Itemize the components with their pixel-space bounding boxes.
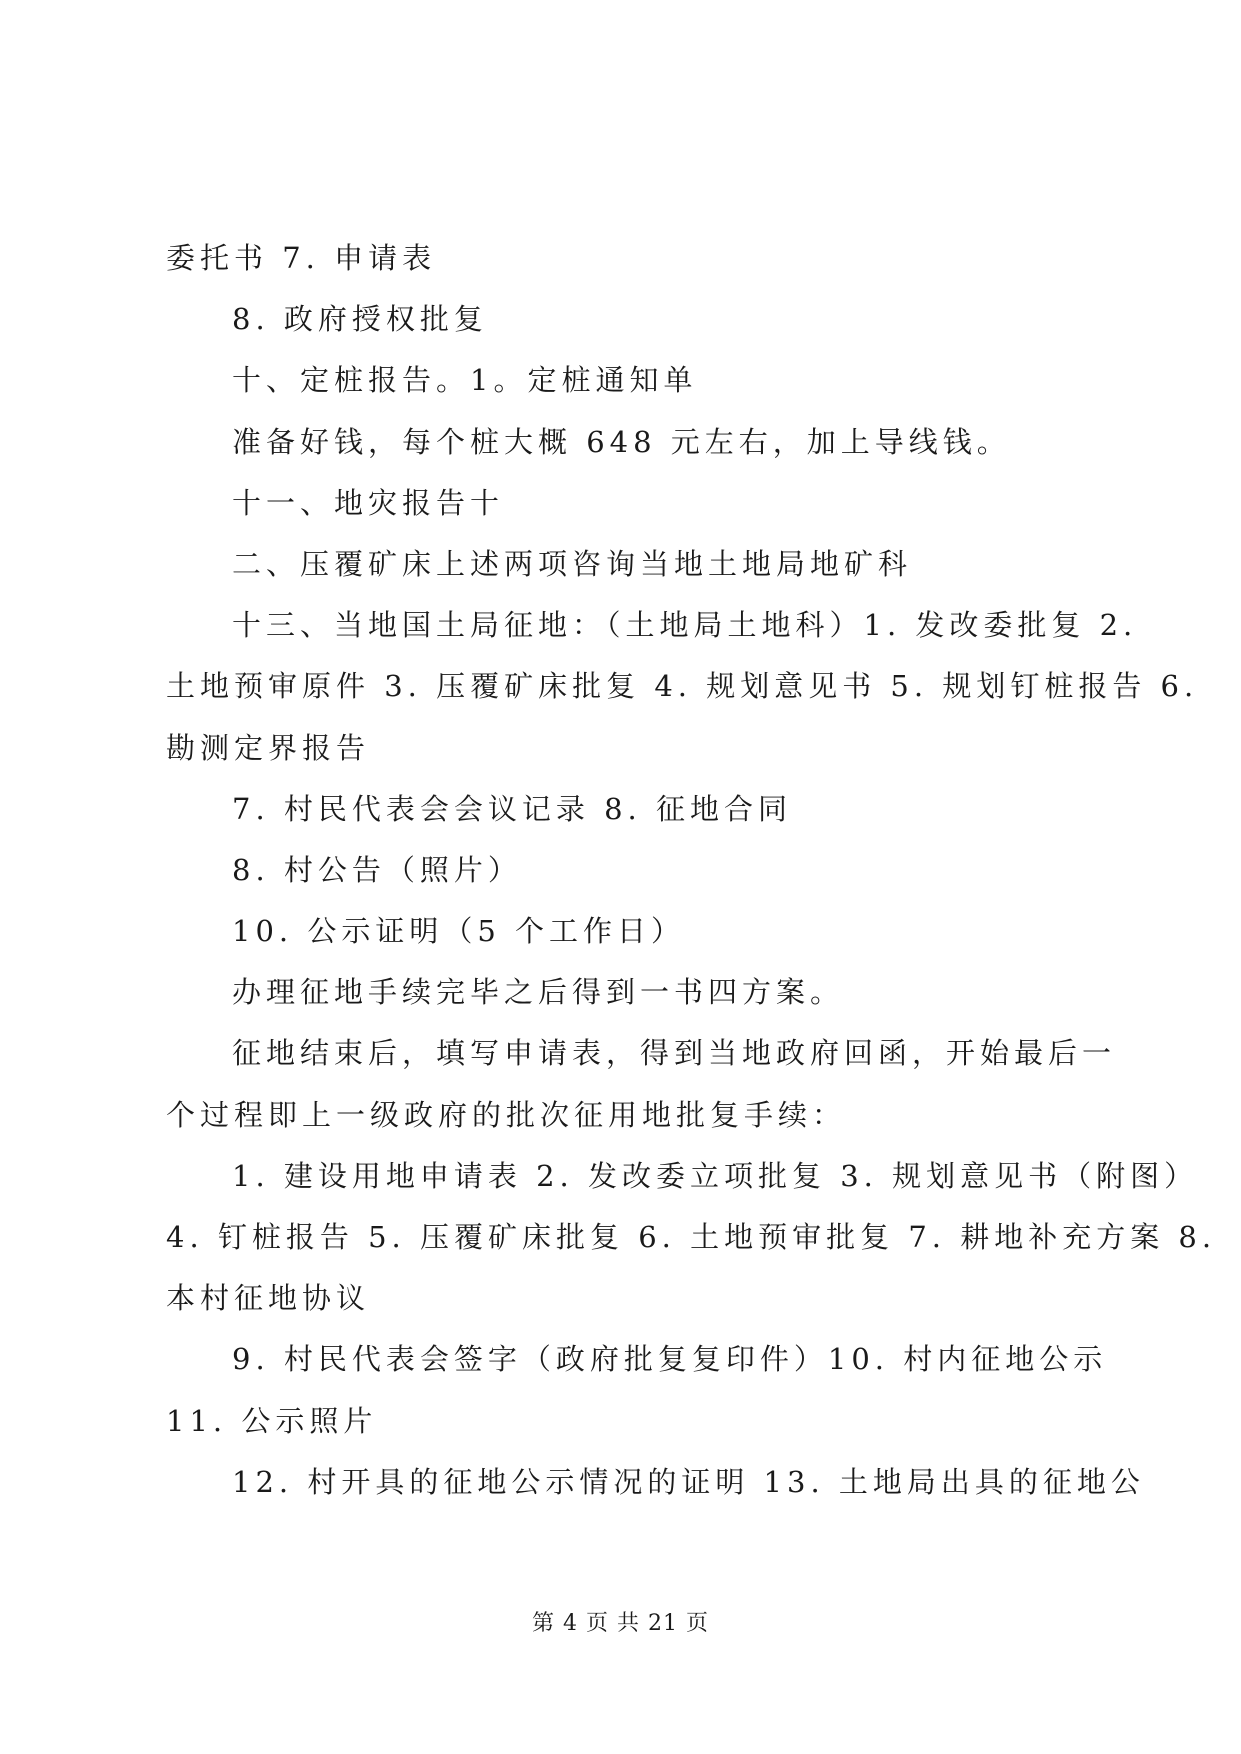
text-line: 8. 政府授权批复 (232, 302, 488, 337)
text-line: 办理征地手续完毕之后得到一书四方案。 (232, 975, 845, 1010)
text-line: 十、定桩报告。1。定桩通知单 (232, 363, 698, 398)
text-line: 7. 村民代表会会议记录 8. 征地合同 (232, 791, 792, 826)
text-line: 1. 建设用地申请表 2. 发改委立项批复 3. 规划意见书（附图） (232, 1158, 1199, 1193)
text-line: 勘测定界报告 (166, 730, 371, 765)
text-line: 委托书 7. 申请表 (166, 241, 437, 275)
text-line: 4. 钉桩报告 5. 压覆矿床批复 6. 土地预审批复 7. 耕地补充方案 8. (166, 1220, 1217, 1254)
text-line: 个过程即上一级政府的批次征用地批复手续： (166, 1097, 847, 1132)
text-line: 本村征地协议 (166, 1281, 371, 1316)
text-line: 9. 村民代表会签字（政府批复复印件）10. 村内征地公示 (232, 1342, 1108, 1377)
text-line: 8. 村公告（照片） (232, 852, 522, 887)
text-line: 准备好钱，每个桩大概 648 元左右，加上导线钱。 (232, 424, 1011, 459)
text-line: 十一、地灾报告十 (232, 485, 505, 520)
text-line: 11. 公示照片 (166, 1403, 378, 1438)
text-line: 12. 村开具的征地公示情况的证明 13. 土地局出具的征地公 (232, 1464, 1145, 1499)
text-line: 10. 公示证明（5 个工作日） (232, 914, 686, 949)
page-number-footer: 第 4 页 共 21 页 (532, 1611, 709, 1636)
text-line: 二、压覆矿床上述两项咨询当地土地局地矿科 (232, 546, 913, 581)
text-line: 征地结束后，填写申请表，得到当地政府回函，开始最后一 (232, 1036, 1117, 1071)
document-body (166, 228, 1217, 1513)
text-line: 土地预审原件 3. 压覆矿床批复 4. 规划意见书 5. 规划钉桩报告 6. (166, 669, 1199, 704)
text-line: 十三、当地国土局征地：（土地局土地科）1. 发改委批复 2. (232, 608, 1138, 643)
